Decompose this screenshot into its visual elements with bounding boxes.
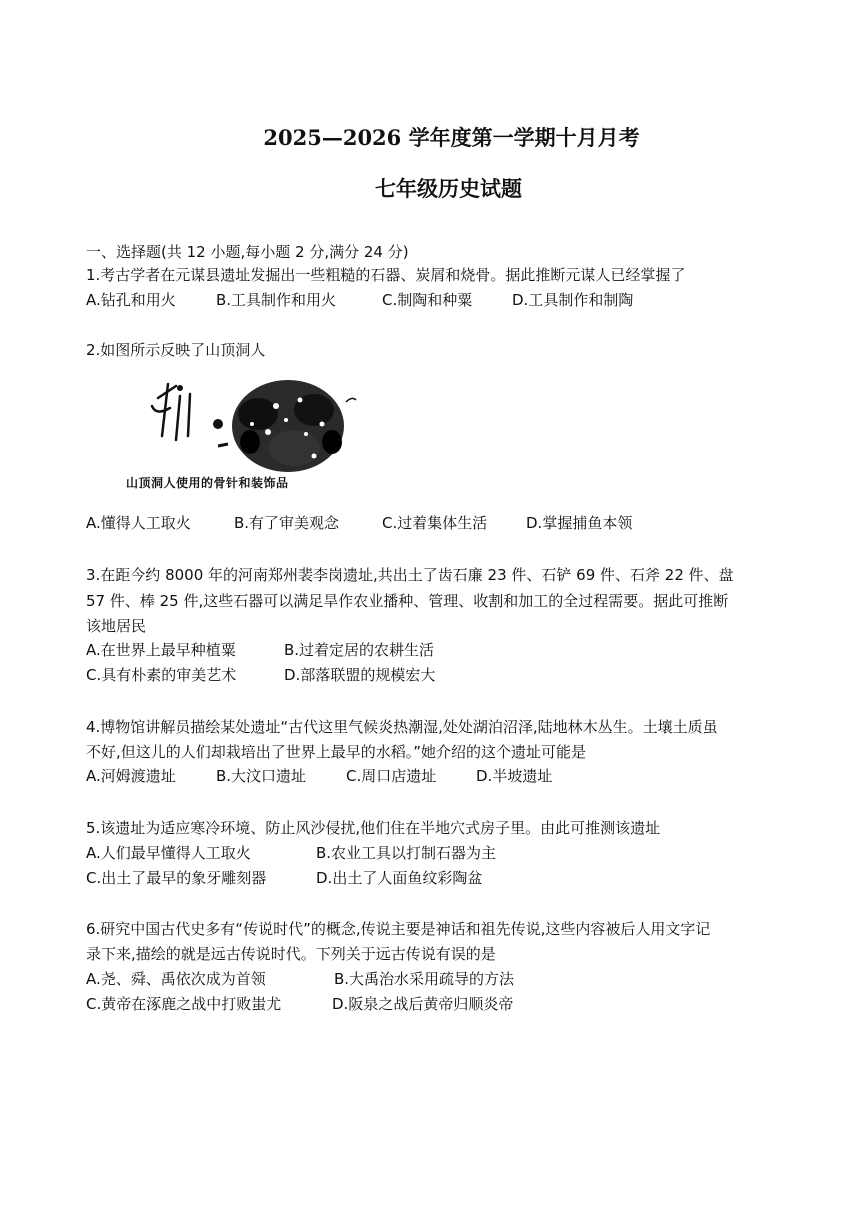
q3-stem-line-2: 57 件、棒 25 件,这些石器可以满足旱作农业播种、管理、收割和加工的全过程需要。据此可推断 — [86, 592, 729, 610]
q3-option-b: B.过着定居的农耕生活 — [284, 641, 435, 659]
q4-stem-line-2: 不好,但这儿的人们却栽培出了世界上最早的水稻。”她介绍的这个遗址可能是 — [86, 743, 587, 761]
q6-option-b: B.大禹治水采用疏导的方法 — [334, 970, 515, 988]
q4-option-d: D.半坡遗址 — [476, 767, 553, 785]
q1-option-d: D.工具制作和制陶 — [512, 291, 634, 309]
q5-option-d: D.出土了人面鱼纹彩陶盆 — [316, 869, 483, 887]
q4-stem-line-1: 4.博物馆讲解员描绘某处遗址“古代这里气候炎热潮湿,处处湖泊沼泽,陆地林木丛生。土壤土质虽 — [86, 718, 718, 736]
q6-stem-line-2: 录下来,描绘的就是远古传说时代。下列关于远古传说有误的是 — [86, 945, 496, 963]
exam-title: 2025—2026 学年度第一学期十月月考 — [263, 125, 640, 150]
q1-stem: 1.考古学者在元谋县遗址发掘出一些粗糙的石器、炭屑和烧骨。据此推断元谋人已经掌握了 — [86, 266, 686, 284]
q5-option-a: A.人们最早懂得人工取火 — [86, 844, 251, 862]
q6-option-a: A.尧、舜、禹依次成为首领 — [86, 970, 266, 988]
q2-option-c: C.过着集体生活 — [382, 514, 488, 532]
q5-stem: 5.该遗址为适应寒冷环境、防止风沙侵扰,他们住在半地穴式房子里。由此可推测该遗址 — [86, 819, 661, 837]
q3-option-a: A.在世界上最早种植粟 — [86, 641, 236, 659]
exam-subtitle: 七年级历史试题 — [375, 176, 522, 201]
q3-stem-line-1: 3.在距今约 8000 年的河南郑州裴李岗遗址,共出土了齿石廉 23 件、石铲 69 件、石斧 22 件、盘 — [86, 566, 734, 584]
q3-option-d: D.部落联盟的规模宏大 — [284, 666, 436, 684]
q2-stem: 2.如图所示反映了山顶洞人 — [86, 341, 266, 359]
figure-caption: 山顶洞人使用的骨针和装饰品 — [126, 476, 289, 490]
q6-option-c: C.黄帝在涿鹿之战中打败蚩尤 — [86, 995, 282, 1013]
q1-option-a: A.钻孔和用火 — [86, 291, 176, 309]
q6-stem-line-1: 6.研究中国古代史多有“传说时代”的概念,传说主要是神话和祖先传说,这些内容被后人用文字记 — [86, 920, 711, 938]
q5-option-b: B.农业工具以打制石器为主 — [316, 844, 497, 862]
q3-option-c: C.具有朴素的审美艺术 — [86, 666, 237, 684]
q6-option-d: D.阪泉之战后黄帝归顺炎帝 — [332, 995, 514, 1013]
q2-option-b: B.有了审美观念 — [234, 514, 340, 532]
q1-option-c: C.制陶和种粟 — [382, 291, 473, 309]
section-heading: 一、选择题(共 12 小题,每小题 2 分,满分 24 分) — [86, 243, 409, 261]
q5-option-c: C.出土了最早的象牙雕刻器 — [86, 869, 267, 887]
q2-option-d: D.掌握捕鱼本领 — [526, 514, 633, 532]
q4-option-b: B.大汶口遗址 — [216, 767, 307, 785]
q1-option-b: B.工具制作和用火 — [216, 291, 337, 309]
q4-option-c: C.周口店遗址 — [346, 767, 437, 785]
q4-option-a: A.河姆渡遗址 — [86, 767, 176, 785]
q3-stem-line-3: 该地居民 — [86, 617, 147, 635]
q2-option-a: A.懂得人工取火 — [86, 514, 191, 532]
